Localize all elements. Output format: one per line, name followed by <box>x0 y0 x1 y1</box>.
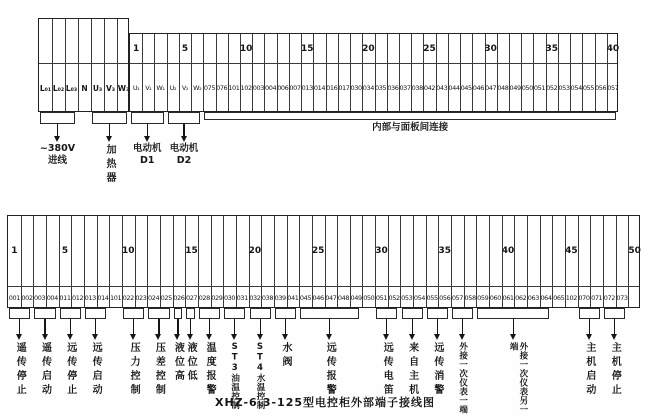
terminal-number: 052 <box>546 84 558 92</box>
terminal-number: 034 <box>362 84 374 92</box>
terminal-number: 004 <box>46 293 58 302</box>
terminal-number: U₃ <box>92 83 103 93</box>
terminal-number: 013 <box>84 293 96 302</box>
down-arrow-icon <box>586 334 592 340</box>
down-arrow-icon <box>92 334 98 340</box>
terminal-number: 003 <box>252 84 264 92</box>
arrow-line <box>589 319 590 334</box>
terminal-number: 065 <box>553 293 565 302</box>
terminal-number: 001 <box>8 293 20 302</box>
group-label: 远传消警 <box>431 342 443 398</box>
group-label: 主机停止 <box>609 342 621 398</box>
terminal-number: V₂ <box>181 84 189 92</box>
group-label: ST3油温控制 <box>229 342 240 410</box>
jumper-box <box>186 308 195 319</box>
group-label: 远传停止 <box>64 342 76 398</box>
terminal-number: 022 <box>122 293 134 302</box>
terminal-number: 025 <box>160 293 172 302</box>
down-arrow-icon <box>434 334 440 340</box>
jumper-box <box>275 308 296 319</box>
terminal-number: L₀₃ <box>65 83 78 93</box>
arrow-line <box>437 319 438 334</box>
jumper-box <box>224 308 245 319</box>
terminal-number: 028 <box>198 293 210 302</box>
position-marker: 1 <box>11 246 18 256</box>
down-arrow-icon <box>282 334 288 340</box>
position-marker: 45 <box>565 246 578 256</box>
terminal-number: 054 <box>570 84 582 92</box>
down-arrow-icon <box>130 334 136 340</box>
terminal-number: 049 <box>350 293 362 302</box>
group-label: 压力控制 <box>128 342 140 398</box>
terminal-number: 053 <box>401 293 413 302</box>
terminal-number: 101 <box>228 84 240 92</box>
arrow-line <box>234 319 235 334</box>
jumper-box <box>427 308 448 319</box>
terminal-number: 060 <box>489 293 502 302</box>
position-marker: 1 <box>132 43 140 54</box>
group-label: 来自主机 <box>406 342 418 398</box>
terminal-number: 102 <box>565 293 577 302</box>
terminal-number: 038 <box>411 84 423 92</box>
jumper-box <box>148 308 169 319</box>
terminal-number: 061 <box>502 293 514 302</box>
group-label: ST4水温控制 <box>254 342 265 410</box>
terminal-number: 023 <box>135 293 147 302</box>
arrow-line <box>412 319 413 334</box>
jumper-box <box>402 308 423 319</box>
position-marker: 35 <box>438 246 452 256</box>
arrow-line <box>209 319 210 334</box>
down-arrow-icon <box>459 334 465 340</box>
position-marker: 50 <box>628 246 641 256</box>
group-label-line: 进线 <box>47 155 67 167</box>
terminal-number: 012 <box>72 293 84 302</box>
position-marker: 5 <box>61 246 69 256</box>
terminal-number: 051 <box>375 293 388 302</box>
terminal-number: 045 <box>299 293 312 302</box>
jumper-box <box>60 308 81 319</box>
group-label: 水阀 <box>280 342 291 370</box>
terminal-number: 049 <box>509 84 521 92</box>
position-marker: 30 <box>484 43 497 54</box>
terminal-number: 036 <box>387 84 399 92</box>
terminal-number: 045 <box>460 84 472 92</box>
terminal-number: 007 <box>289 84 301 92</box>
position-marker: 10 <box>239 43 253 54</box>
terminal-number: 041 <box>287 293 299 302</box>
terminal-number: 048 <box>337 293 350 302</box>
terminal-number: 024 <box>147 293 160 302</box>
terminal-number: 057 <box>607 84 619 92</box>
group-label: 压差控制 <box>153 342 165 398</box>
arrow-line <box>285 319 286 334</box>
terminal-number: 014 <box>313 84 326 92</box>
jumper-box <box>9 308 30 319</box>
terminal-number: 011 <box>59 293 71 302</box>
jumper-box <box>604 308 625 319</box>
terminal-number: 048 <box>497 84 509 92</box>
jumper-box <box>300 308 359 319</box>
jumper-box <box>85 308 106 319</box>
group-label: 遥传停止 <box>14 342 26 398</box>
arrow-line <box>329 319 330 334</box>
terminal-number <box>626 286 643 309</box>
terminal-number: 062 <box>515 293 527 302</box>
terminal-number: 026 <box>173 293 185 302</box>
arrow-line <box>133 319 134 334</box>
arrow-line <box>614 319 615 334</box>
terminal-number: 051 <box>533 84 546 92</box>
terminal-number: 101 <box>109 293 122 302</box>
group-label-line: D2 <box>176 155 192 167</box>
terminal-number: 050 <box>521 84 533 92</box>
down-arrow-icon <box>155 334 161 340</box>
terminal-number: 013 <box>301 84 313 92</box>
arrow-line <box>44 319 45 334</box>
jumper-box <box>452 308 473 319</box>
position-marker: 15 <box>185 246 198 256</box>
terminal-number: 059 <box>477 293 489 302</box>
group-label: 内部与面板间连接 <box>372 122 449 133</box>
terminal-number: 056 <box>439 293 451 302</box>
down-arrow-icon <box>231 334 237 340</box>
arrow-line <box>177 319 178 334</box>
terminal-number: 032 <box>249 293 261 302</box>
down-arrow-icon <box>16 334 22 340</box>
terminal-strip-frame <box>7 215 640 308</box>
down-arrow-icon <box>42 334 48 340</box>
terminal-number: 057 <box>451 293 464 302</box>
terminal-number: 027 <box>185 293 198 302</box>
terminal-number: 035 <box>375 84 387 92</box>
terminal-number: 017 <box>338 84 350 92</box>
terminal-number: L₀₁ <box>39 83 52 93</box>
terminal-number: W₂ <box>193 84 202 92</box>
arrow-line <box>260 319 261 334</box>
jumper-box <box>250 308 271 319</box>
terminal-number: 050 <box>363 293 375 302</box>
group-label: 加热器 <box>104 144 115 186</box>
terminal-number: 058 <box>464 293 476 302</box>
group-label: 液位高 <box>172 342 184 384</box>
terminal-number: 031 <box>236 293 248 302</box>
group-label: 外接一次仪表一端 <box>457 342 468 414</box>
terminal-number: V₁ <box>145 84 152 92</box>
position-marker: 20 <box>248 246 262 256</box>
group-label-line: 电动机 <box>133 143 162 154</box>
group-label: 液位低 <box>185 342 197 384</box>
terminal-number: 054 <box>413 293 426 302</box>
group-label: 外接一次仪表另一端 <box>508 342 528 414</box>
terminal-number: 039 <box>274 293 286 302</box>
terminal-number: N <box>81 83 88 93</box>
group-label: 远传启动 <box>90 342 102 398</box>
arrow-line <box>386 319 387 334</box>
terminal-number: 029 <box>211 293 223 302</box>
terminal-number: W₁ <box>156 84 165 92</box>
position-marker: 35 <box>545 43 559 54</box>
position-marker: 40 <box>501 246 515 256</box>
terminal-number: U₂ <box>169 84 177 92</box>
terminal-number: 044 <box>448 84 460 92</box>
group-label: 远传电笛 <box>381 342 393 398</box>
figure-caption: XHZ-6.3-125型电控柜外部端子接线图 <box>214 396 436 409</box>
terminal-number: 072 <box>603 293 615 302</box>
terminal-number: 037 <box>399 84 411 92</box>
jumper-box <box>579 308 600 319</box>
terminal-number: 047 <box>325 293 337 302</box>
arrow-line <box>513 319 514 334</box>
terminal-number: 070 <box>578 293 590 302</box>
terminal-number: L₀₂ <box>52 83 65 93</box>
terminal-number: 006 <box>277 84 289 92</box>
jumper-box <box>199 308 220 319</box>
jumper-box <box>376 308 397 319</box>
group-label-line: 电动机 <box>169 143 199 154</box>
arrow-line <box>19 319 20 334</box>
terminal-number: 055 <box>426 293 438 302</box>
group-label: 主机启动 <box>583 342 595 398</box>
down-arrow-icon <box>174 334 180 340</box>
terminal-number: 053 <box>558 84 570 92</box>
terminal-number: V₃ <box>105 83 116 93</box>
terminal-number: U₁ <box>132 84 140 92</box>
terminal-number: 047 <box>485 84 497 92</box>
terminal-number: 030 <box>350 84 362 92</box>
down-arrow-icon <box>611 334 617 340</box>
position-marker: 15 <box>300 43 314 54</box>
jumper-box <box>477 308 549 319</box>
down-arrow-icon <box>409 334 415 340</box>
position-marker: 25 <box>311 246 325 256</box>
terminal-number: 071 <box>591 293 603 302</box>
arrow-line <box>70 319 71 334</box>
down-arrow-icon <box>257 334 263 340</box>
down-arrow-icon <box>383 334 389 340</box>
arrow-line <box>95 319 96 334</box>
terminal-number: 075 <box>203 84 216 92</box>
group-label-line: D1 <box>140 155 155 167</box>
position-marker: 5 <box>181 43 189 54</box>
terminal-number: 055 <box>582 84 595 92</box>
jumper-box <box>123 308 144 319</box>
terminal-number: W₃ <box>117 83 130 93</box>
jumper-box <box>34 308 55 319</box>
arrow-line <box>462 319 463 334</box>
group-label-line: ~380V <box>39 143 76 154</box>
down-arrow-icon <box>67 334 73 340</box>
group-label: 温度报警 <box>204 342 216 398</box>
terminal-number: 042 <box>423 84 436 92</box>
terminal-number: 052 <box>388 293 400 302</box>
down-arrow-icon <box>326 334 332 340</box>
terminal-number: 046 <box>312 293 324 302</box>
terminal-number: 056 <box>595 84 607 92</box>
down-arrow-icon <box>510 334 516 340</box>
terminal-number: 002 <box>21 293 33 302</box>
down-arrow-icon <box>187 334 193 340</box>
group-label: 远传报警 <box>324 342 336 398</box>
terminal-number: 046 <box>472 84 485 92</box>
terminal-number: 064 <box>540 293 552 302</box>
down-arrow-icon <box>206 334 212 340</box>
terminal-number: 102 <box>240 84 252 92</box>
group-label: 遥传启动 <box>39 342 51 398</box>
position-marker: 30 <box>375 246 388 256</box>
terminal-number: 073 <box>616 293 628 302</box>
position-marker: 40 <box>606 43 620 54</box>
terminal-number: 004 <box>264 84 277 92</box>
jumper-box <box>174 308 183 319</box>
terminal-number: 030 <box>223 293 236 302</box>
position-marker: 25 <box>423 43 436 54</box>
terminal-number: 076 <box>216 84 228 92</box>
terminal-number: 043 <box>436 84 448 92</box>
position-marker: 10 <box>122 246 135 256</box>
terminal-number: 038 <box>261 293 274 302</box>
terminal-number: 063 <box>527 293 539 302</box>
arrow-line <box>158 319 159 334</box>
terminal-number: 003 <box>34 293 46 302</box>
terminal-number: 014 <box>97 293 109 302</box>
position-marker: 20 <box>362 43 375 54</box>
arrow-line <box>190 319 191 334</box>
terminal-number: 016 <box>326 84 338 92</box>
